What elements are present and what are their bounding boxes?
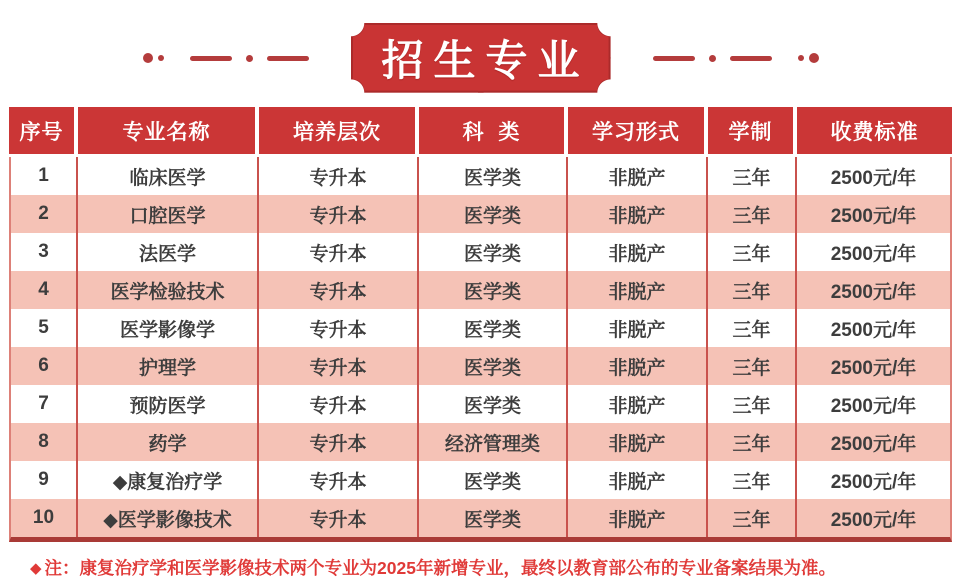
cell-study-form: 非脱产 [568,423,708,461]
cell-level: 专升本 [259,385,419,423]
ornament-dash-icon [653,56,695,61]
table-row [11,423,950,461]
cell-category: 医学类 [419,309,568,347]
cell-study-form: 非脱产 [568,271,708,309]
page-title: 招生专业 [381,37,590,84]
cell-duration: 三年 [708,195,797,233]
cell-index: 5 [11,309,78,347]
cell-category: 医学类 [419,461,568,499]
column-header-duration: 学制 [706,107,795,154]
cell-level: 专升本 [259,347,419,385]
column-header-major-name: 专业名称 [76,107,257,154]
ornament-dot-icon [158,55,164,61]
cell-fee: 2500元/年 [830,319,917,341]
cell-level: 专升本 [259,233,419,271]
cell-study-form: 非脱产 [568,385,708,423]
cell-level: 专升本 [259,499,419,537]
cell-index: 2 [11,195,78,233]
table-row [11,195,950,233]
column-header-level: 培养层次 [257,107,417,154]
cell-duration: 三年 [708,309,797,347]
cell-index: 6 [11,347,78,385]
ornament-dash-icon [267,56,309,61]
cell-major-name: 药学 [78,423,259,461]
table-row [11,309,950,347]
cell-level: 专升本 [259,195,419,233]
table-row [11,347,950,385]
cell-study-form: 非脱产 [568,461,708,499]
cell-study-form: 非脱产 [568,499,708,537]
cell-duration: 三年 [708,157,797,195]
cell-category: 医学类 [419,157,568,195]
cell-level: 专升本 [259,423,419,461]
table-header-row [9,107,952,154]
table-row [11,271,950,309]
cell-duration: 三年 [708,499,797,537]
cell-major-name: ◆医学影像技术 [78,499,259,537]
footnote-text: 注：康复治疗学和医学影像技术两个专业为2025年新增专业，最终以教育部公布的专业备案结果为准。 [44,558,836,578]
cell-fee: 2500元/年 [830,205,917,227]
cell-level: 专升本 [259,461,419,499]
cell-category: 医学类 [419,347,568,385]
cell-level: 专升本 [259,157,419,195]
cell-duration: 三年 [708,271,797,309]
cell-category: 医学类 [419,385,568,423]
cell-study-form: 非脱产 [568,195,708,233]
table-row [11,385,950,423]
footnote [30,555,961,580]
cell-duration: 三年 [708,423,797,461]
table-row [11,461,950,499]
cell-category: 医学类 [419,195,568,233]
cell-category: 医学类 [419,499,568,537]
cell-major-name: 医学检验技术 [78,271,259,309]
cell-level: 专升本 [259,309,419,347]
ornament-dot-icon [246,55,253,62]
cell-index: 9 [11,461,78,499]
cell-major-name: 法医学 [78,233,259,271]
column-header-study-form: 学习形式 [566,107,706,154]
cell-category: 医学类 [419,271,568,309]
table-row [11,157,950,195]
ornament-dot-icon [798,55,804,61]
cell-study-form: 非脱产 [568,347,708,385]
cell-fee: 2500元/年 [830,509,917,531]
cell-fee: 2500元/年 [830,433,917,455]
column-header-index: 序号 [9,107,76,154]
ornament-dot-icon [143,53,153,63]
title-badge [351,23,611,93]
cell-index: 10 [11,499,78,537]
cell-study-form: 非脱产 [568,233,708,271]
ornament-dash-icon [730,56,772,61]
cell-index: 1 [11,157,78,195]
cell-major-name: ◆康复治疗学 [78,461,259,499]
majors-table [9,107,952,542]
cell-duration: 三年 [708,233,797,271]
ornament-dash-icon [190,56,232,61]
cell-major-name: 护理学 [78,347,259,385]
cell-index: 3 [11,233,78,271]
table-body [9,157,952,542]
cell-index: 8 [11,423,78,461]
cell-fee: 2500元/年 [830,281,917,303]
cell-major-name: 医学影像学 [78,309,259,347]
table-row [11,233,950,271]
cell-study-form: 非脱产 [568,309,708,347]
cell-level: 专升本 [259,271,419,309]
cell-duration: 三年 [708,385,797,423]
cell-index: 4 [11,271,78,309]
cell-fee: 2500元/年 [830,243,917,265]
cell-fee: 2500元/年 [830,167,917,189]
column-header-category: 科 类 [417,107,566,154]
cell-major-name: 临床医学 [78,157,259,195]
right-ornament [653,53,819,63]
table-row [11,499,950,537]
cell-fee: 2500元/年 [830,471,917,493]
banner [0,22,961,94]
title-badge-face [353,25,609,91]
column-header-fee: 收费标准 [795,107,952,154]
cell-category: 经济管理类 [419,423,568,461]
diamond-icon: ◆ [30,559,42,577]
ornament-dot-icon [809,53,819,63]
cell-duration: 三年 [708,347,797,385]
ornament-dot-icon [709,55,716,62]
cell-category: 医学类 [419,233,568,271]
cell-fee: 2500元/年 [830,395,917,417]
cell-study-form: 非脱产 [568,157,708,195]
cell-major-name: 预防医学 [78,385,259,423]
cell-fee: 2500元/年 [830,357,917,379]
left-ornament [143,53,309,63]
cell-major-name: 口腔医学 [78,195,259,233]
cell-duration: 三年 [708,461,797,499]
cell-index: 7 [11,385,78,423]
